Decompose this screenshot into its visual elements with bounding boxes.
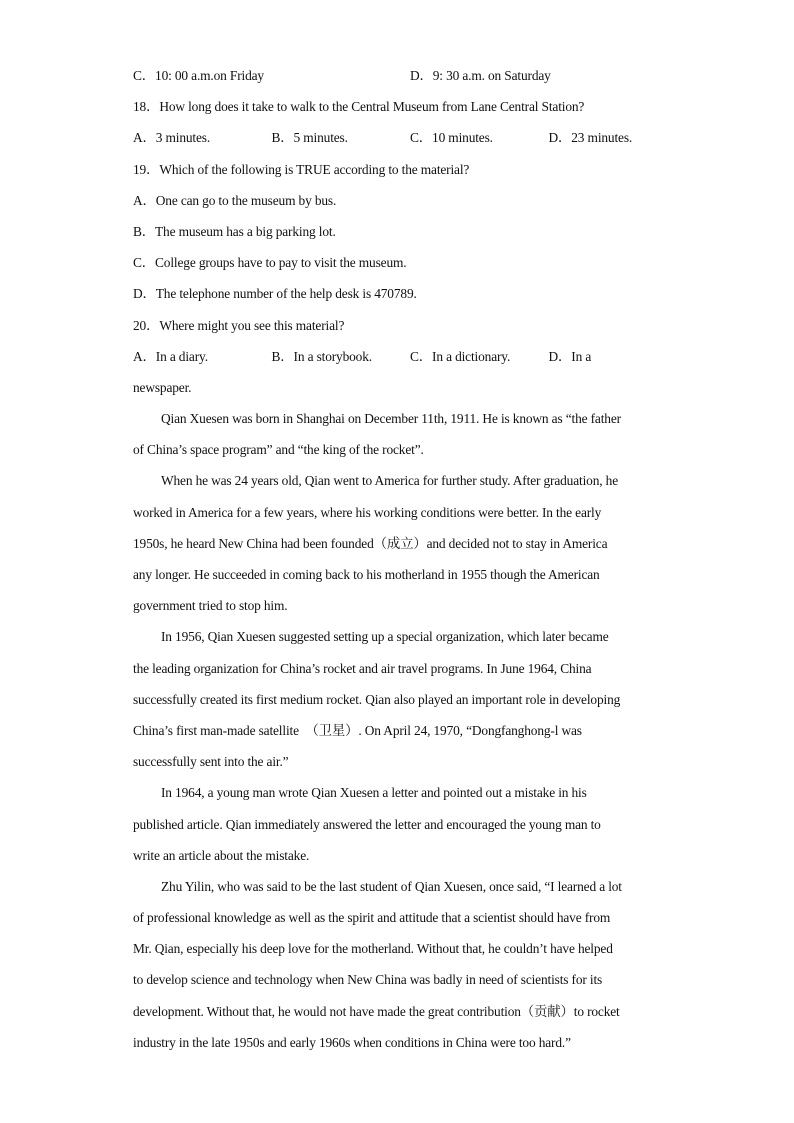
q18-option-a: A．3 minutes. [133, 130, 211, 146]
passage-line: development. Without that, he would not have made the great contribution（贡献）to rocket [133, 1003, 620, 1019]
q18-option-d: D．23 minutes. [548, 130, 633, 146]
q20-options [133, 345, 661, 376]
q17-options [133, 64, 661, 95]
passage-line: to develop science and technology when New China was badly in need of scientists for its [133, 972, 603, 988]
q19-option-c: C．College groups have to pay to visit the museum. [133, 255, 407, 271]
q18-option-b: B．5 minutes. [271, 130, 348, 146]
q18-option-c: C．10 minutes. [410, 130, 493, 146]
q20-option-d: D．In a [548, 348, 592, 364]
passage-paragraph-5 [133, 875, 661, 1062]
document-page [133, 64, 661, 1062]
q17-option-c: C．10: 00 a.m.on Friday [133, 68, 264, 83]
q18-question: 18．How long does it take to walk to the Central Museum from Lane Central Station? [133, 99, 585, 115]
passage-paragraph-4 [133, 781, 661, 875]
q20-option-b: B．In a storybook. [271, 348, 372, 364]
q20-question: 20．Where might you see this material? [133, 317, 345, 333]
passage-paragraph-1 [133, 407, 661, 469]
passage-line: any longer. He succeeded in coming back to his motherland in 1955 though the American [133, 567, 600, 582]
passage-line: industry in the late 1950s and early 1960s when conditions in China were too hard.” [133, 1034, 571, 1050]
passage-line: Zhu Yilin, who was said to be the last student of Qian Xuesen, once said, “I learned a lot [161, 878, 622, 894]
q19-question: 19．Which of the following is TRUE according to the material? [133, 161, 470, 177]
passage-line: published article. Qian immediately answered the letter and encouraged the young man to [133, 816, 601, 832]
q20-option-c: C．In a dictionary. [410, 348, 511, 364]
passage-line: In 1956, Qian Xuesen suggested setting up a special organization, which later became [161, 629, 609, 645]
passage-line: When he was 24 years old, Qian went to America for further study. After graduation, he [161, 473, 618, 489]
passage-line: In 1964, a young man wrote Qian Xuesen a letter and pointed out a mistake in his [161, 785, 587, 801]
q18-options [133, 126, 661, 157]
passage-line: Qian Xuesen was born in Shanghai on December 11th, 1911. He is known as “the father [161, 411, 621, 427]
passage-line: government tried to stop him. [133, 598, 288, 614]
q20-option-a: A．In a diary. [133, 348, 208, 364]
q19-option-a: A．One can go to the museum by bus. [133, 192, 337, 208]
passage-line: worked in America for a few years, where his working conditions were better. In the early [133, 504, 602, 520]
passage-line: successfully sent into the air.” [133, 754, 289, 770]
passage-line: write an article about the mistake. [133, 847, 310, 863]
q20-option-d-continued: newspaper. [133, 379, 192, 395]
q17-option-d: D．9: 30 a.m. on Saturday [410, 68, 551, 83]
passage-line: successfully created its first medium rocket. Qian also played an important role in developing [133, 691, 621, 707]
passage-line: China’s first man-made satellite （卫星）. On April 24, 1970, “Dongfanghong-l was [133, 722, 582, 738]
passage-line: Mr. Qian, especially his deep love for the motherland. Without that, he couldn’t have helped [133, 941, 613, 957]
passage-line: 1950s, he heard New China had been founded（成立）and decided not to stay in America [133, 535, 608, 551]
passage-line: the leading organization for China’s rocket and air travel programs. In June 1964, China [133, 660, 592, 676]
passage-line: of professional knowledge as well as the spirit and attitude that a scientist should have from [133, 910, 611, 926]
q19-option-b: B．The museum has a big parking lot. [133, 223, 336, 239]
passage-paragraph-3 [133, 625, 661, 781]
passage-paragraph-2 [133, 469, 661, 625]
q19-option-d: D．The telephone number of the help desk is 470789. [133, 286, 417, 302]
passage-line: of China’s space program” and “the king of the rocket”. [133, 442, 424, 458]
